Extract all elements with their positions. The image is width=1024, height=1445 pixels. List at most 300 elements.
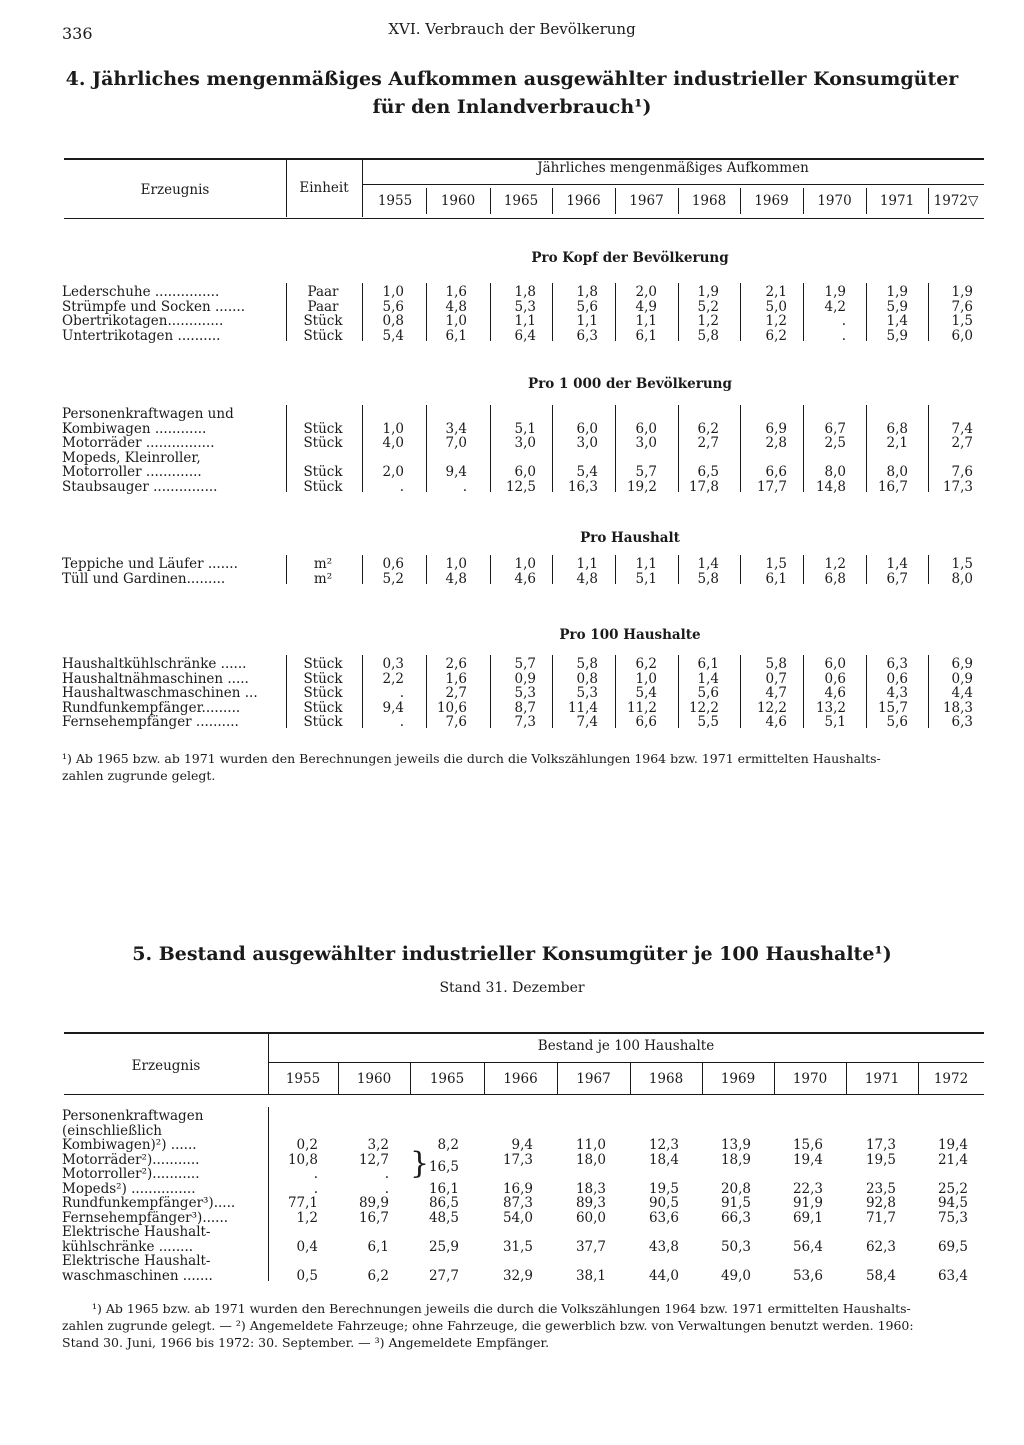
table-cell: 6,6	[635, 714, 657, 730]
row-unit: Paar	[307, 284, 339, 300]
table-cell: 16,3	[567, 478, 598, 495]
table-cell: 6,8	[886, 420, 908, 437]
table-cell: 4,7	[765, 685, 787, 701]
row-divider	[678, 283, 679, 341]
column-header-year: 1966	[503, 1071, 538, 1087]
column-header-year: 1968	[648, 1071, 684, 1087]
table-cell: 2,7	[445, 685, 467, 701]
table-cell: 18,4	[648, 1151, 679, 1168]
row-unit: Stück	[303, 327, 343, 344]
table-cell: 17,8	[688, 478, 719, 495]
table-cell: 7,3	[514, 714, 536, 730]
row-divider	[928, 283, 929, 341]
table-cell: 6,7	[886, 570, 908, 587]
table-cell: 8,2	[437, 1137, 459, 1153]
table-cell: 7,4	[576, 714, 598, 730]
row-divider	[866, 655, 867, 728]
row-divider	[426, 555, 427, 584]
column-header-year: 1955	[377, 193, 413, 209]
table-cell: 6,2	[765, 327, 787, 344]
table5-footnote-line2: zahlen zugrunde gelegt. — ²) Angemeldete Fahrzeuge; ohne Fahrzeuge, die gewerblich bzw. von Verwaltungen benutzt werden. 1960:	[62, 1318, 914, 1333]
column-header-year: 1965	[503, 193, 539, 209]
table-cell: .	[399, 478, 404, 495]
table-cell: 6,9	[951, 656, 973, 672]
table-cell: 44,0	[648, 1267, 679, 1284]
table-cell: 6,5	[697, 464, 719, 480]
table-cell: 94,5	[937, 1195, 968, 1211]
column-header-group: Jährliches mengenmäßiges Aufkommen	[537, 160, 809, 176]
table-cell: 38,1	[575, 1267, 606, 1284]
row-label: Tüll und Gardinen.........	[62, 570, 226, 587]
table-cell: 5,3	[576, 685, 598, 701]
table-cell: 1,4	[697, 556, 719, 572]
section-heading: Pro Kopf der Bevölkerung	[531, 250, 729, 266]
row-divider	[803, 283, 804, 341]
table-cell: 71,7	[865, 1209, 896, 1226]
table-cell: 0,5	[296, 1267, 318, 1284]
table-cell: 2,0	[382, 464, 404, 480]
row-divider	[678, 555, 679, 584]
table-cell: .	[384, 1166, 389, 1182]
table-cell: 62,3	[865, 1238, 896, 1255]
table-cell: 21,4	[937, 1151, 968, 1168]
table-cell: 77,1	[287, 1195, 318, 1211]
table-cell: 0,6	[886, 670, 908, 687]
table-cell: 6,8	[824, 570, 846, 587]
table4-header-bottom-rule	[64, 218, 984, 219]
table-cell: 11,2	[626, 699, 657, 716]
table-cell: 2,5	[824, 435, 846, 451]
table-cell: 5,2	[382, 570, 404, 587]
table-cell: .	[841, 313, 846, 329]
table-cell: 20,8	[720, 1180, 751, 1197]
table-cell: 1,0	[445, 313, 467, 329]
row-unit: m²	[313, 570, 333, 587]
row-divider	[552, 405, 553, 492]
table-cell: 1,5	[951, 313, 973, 329]
table-cell: 91,9	[792, 1195, 823, 1211]
table-cell: .	[462, 478, 467, 495]
table-cell: 8,0	[951, 570, 973, 587]
table-cell: 4,6	[514, 570, 536, 587]
row-divider	[678, 655, 679, 728]
table-cell: 5,8	[697, 327, 719, 344]
table-cell: 16,7	[877, 478, 908, 495]
table-cell: 0,2	[296, 1137, 318, 1153]
row-unit: Paar	[307, 298, 339, 315]
table-cell: 60,0	[575, 1209, 606, 1226]
table-cell: 63,4	[937, 1267, 968, 1284]
table-cell: 25,9	[428, 1238, 459, 1255]
row-label: Kombiwagen ............	[62, 420, 207, 437]
table-cell: 6,0	[576, 420, 598, 437]
column-header-product: Erzeugnis	[140, 182, 210, 198]
table-cell: 5,2	[697, 298, 719, 315]
table-cell: 6,2	[367, 1267, 389, 1284]
table-cell: 66,3	[720, 1209, 751, 1226]
row-label: Motorräder²)...........	[62, 1151, 200, 1168]
row-divider	[615, 655, 616, 728]
row-unit: Stück	[303, 313, 343, 329]
table-cell: 86,5	[428, 1195, 459, 1211]
section-heading: Pro 100 Haushalte	[559, 627, 701, 643]
table-cell: 15,7	[877, 699, 908, 716]
row-unit: Stück	[303, 478, 343, 495]
table5-footnote-line3: Stand 30. Juni, 1966 bis 1972: 30. September. — ³) Angemeldete Empfänger.	[62, 1335, 550, 1350]
table-cell: 12,3	[648, 1137, 679, 1153]
table-cell: 7,6	[951, 298, 973, 315]
table-cell: 6,3	[886, 656, 908, 672]
table-cell: 4,2	[824, 298, 846, 315]
table-cell: 1,9	[951, 284, 973, 300]
table-cell: 43,8	[648, 1238, 679, 1255]
table-cell: 63,6	[648, 1209, 679, 1226]
table-cell: 16,7	[358, 1209, 389, 1226]
table-cell: 19,4	[937, 1137, 968, 1153]
table-cell: 31,5	[502, 1238, 533, 1255]
column-header-product: Erzeugnis	[131, 1058, 201, 1074]
row-divider	[286, 405, 287, 492]
table-cell: 6,3	[576, 327, 598, 344]
table-cell: 5,9	[886, 327, 908, 344]
row-label: Rundfunkempfänger³).....	[62, 1195, 236, 1211]
column-header-year: 1970	[817, 193, 852, 209]
row-label: Rundfunkempfänger.........	[62, 699, 241, 716]
table-cell: 0,7	[765, 670, 787, 687]
row-label: Lederschuhe ...............	[62, 284, 220, 300]
table-cell: 10,6	[436, 699, 467, 716]
table4-group-rule	[362, 184, 984, 185]
table-cell: 2,8	[765, 435, 787, 451]
table-cell: 5,6	[697, 685, 719, 701]
table-cell: 5,8	[576, 656, 598, 672]
table-cell: 18,3	[575, 1180, 606, 1197]
row-divider	[803, 405, 804, 492]
table-cell: 48,5	[428, 1209, 459, 1226]
table-cell: 5,6	[886, 714, 908, 730]
column-header-year: 1966	[566, 193, 601, 209]
row-divider	[552, 655, 553, 728]
row-label: Obertrikotagen.............	[62, 313, 224, 329]
table-cell: 19,5	[648, 1180, 679, 1197]
row-unit: Stück	[303, 670, 343, 687]
table-cell: 6,1	[367, 1238, 389, 1255]
table5-title: 5. Bestand ausgewählter industrieller Konsumgüter je 100 Haushalte¹)	[132, 943, 892, 965]
table-cell: 6,6	[765, 464, 787, 480]
table-cell: 13,9	[720, 1137, 751, 1153]
row-unit: m²	[313, 556, 333, 572]
table-cell: 2,7	[951, 435, 973, 451]
table-cell: 17,3	[865, 1137, 896, 1153]
table-cell: 19,2	[626, 478, 657, 495]
row-label: Fernsehempfänger ..........	[62, 714, 239, 730]
table-cell: 1,1	[635, 313, 657, 329]
row-divider	[426, 655, 427, 728]
table4-footnote	[62, 750, 992, 784]
table-cell: 6,3	[951, 714, 973, 730]
row-divider	[552, 555, 553, 584]
table-cell: 9,4	[511, 1137, 533, 1153]
column-header-year: 1972▽	[933, 193, 979, 209]
row-divider	[426, 405, 427, 492]
table-cell: 89,9	[358, 1195, 389, 1211]
row-divider	[866, 555, 867, 584]
table-cell: 23,5	[865, 1180, 896, 1197]
table-cell: 1,2	[697, 313, 719, 329]
table-cell: 1,4	[886, 313, 908, 329]
table-cell: 17,3	[942, 478, 973, 495]
row-divider	[740, 655, 741, 728]
table-cell: 89,3	[575, 1195, 606, 1211]
row-label: Mopeds, Kleinroller,	[62, 449, 201, 466]
table-cell: 49,0	[720, 1267, 751, 1284]
table-cell: 7,6	[445, 714, 467, 730]
table-cell: 1,0	[382, 420, 404, 437]
table-cell: 5,1	[514, 420, 536, 437]
column-header-year: 1967	[629, 193, 664, 209]
row-label: Fernsehempfänger³)......	[62, 1209, 229, 1226]
table-cell: 4,8	[445, 570, 467, 587]
column-header-year: 1960	[440, 193, 476, 209]
row-divider	[490, 555, 491, 584]
table-cell: 3,0	[635, 435, 657, 451]
table-cell: 3,4	[445, 420, 467, 437]
row-label: Staubsauger ...............	[62, 478, 218, 495]
table-cell: 16,9	[502, 1180, 533, 1197]
table-cell: 2,0	[635, 284, 657, 300]
table-cell: 1,2	[824, 556, 846, 572]
table-cell: 0,8	[382, 313, 404, 329]
row-divider	[362, 405, 363, 492]
table-cell: 5,7	[514, 656, 536, 672]
row-divider	[552, 283, 553, 341]
row-divider	[803, 655, 804, 728]
row-divider	[286, 655, 287, 728]
row-unit: Stück	[303, 714, 343, 730]
table-cell: 1,1	[576, 556, 598, 572]
table-cell: 0,4	[296, 1238, 318, 1255]
table-cell: 54,0	[502, 1209, 533, 1226]
table-cell: 18,3	[942, 699, 973, 716]
row-label: Haushaltnähmaschinen .....	[62, 670, 249, 687]
table-cell: 5,4	[382, 327, 404, 344]
table-cell: 1,6	[445, 284, 467, 300]
table-cell: 6,2	[697, 420, 719, 437]
table-cell: 0,3	[382, 656, 404, 672]
table-cell: 16,1	[428, 1180, 459, 1197]
table-cell: 69,1	[792, 1209, 823, 1226]
row-label: Motorroller²)...........	[62, 1166, 200, 1182]
table-cell: 25,2	[937, 1180, 968, 1197]
table5-subtitle: Stand 31. Dezember	[439, 980, 585, 996]
row-label: waschmaschinen .......	[62, 1267, 213, 1284]
table-cell: 5,0	[765, 298, 787, 315]
table-cell: 5,3	[514, 685, 536, 701]
row-divider	[268, 1107, 269, 1281]
table-cell: 32,9	[502, 1267, 533, 1284]
table-cell: 1,5	[765, 556, 787, 572]
table-cell: 1,0	[445, 556, 467, 572]
brace-symbol: }	[410, 1145, 430, 1181]
table-cell: 4,8	[576, 570, 598, 587]
table-cell: 6,0	[951, 327, 973, 344]
table-cell: 5,5	[697, 714, 719, 730]
row-label: Elektrische Haushalt-	[62, 1253, 211, 1269]
table-cell: 3,0	[514, 435, 536, 451]
row-divider	[678, 405, 679, 492]
table-cell: 6,1	[445, 327, 467, 344]
row-divider	[740, 283, 741, 341]
table-cell: 58,4	[865, 1267, 896, 1284]
table-cell: 0,6	[824, 670, 846, 687]
table-cell: 0,8	[576, 670, 598, 687]
table-cell: 1,6	[445, 670, 467, 687]
row-label: kühlschränke ........	[62, 1238, 194, 1255]
table4-footnote-line1: ¹) Ab 1965 bzw. ab 1971 wurden den Berechnungen jeweils die durch die Volkszählungen 1964 bzw. 1971 ermittelten Haushalts-	[62, 751, 881, 766]
table-cell: 22,3	[792, 1180, 823, 1197]
column-header-year: 1972	[933, 1071, 969, 1087]
table-cell: 13,2	[815, 699, 846, 716]
table-cell: 7,6	[951, 464, 973, 480]
table-cell: 4,9	[635, 298, 657, 315]
row-unit: Stück	[303, 699, 343, 716]
table5-group-rule	[268, 1062, 984, 1063]
table-cell: 6,0	[514, 464, 536, 480]
table-cell: .	[313, 1166, 318, 1182]
row-unit: Stück	[303, 435, 343, 451]
section-heading: Pro 1 000 der Bevölkerung	[528, 376, 732, 392]
table-cell: 9,4	[382, 699, 404, 716]
table-cell: 4,8	[445, 298, 467, 315]
column-header-year: 1969	[720, 1071, 756, 1087]
table-cell: 12,5	[505, 478, 536, 495]
table-cell: 27,7	[428, 1267, 459, 1284]
column-header-year: 1971	[864, 1071, 900, 1087]
row-label: (einschließlich	[62, 1122, 162, 1139]
table-cell: 1,2	[296, 1209, 318, 1226]
table-cell: 11,0	[575, 1137, 606, 1153]
table-cell: 5,4	[635, 685, 657, 701]
table-cell: 56,4	[792, 1238, 823, 1255]
row-divider	[928, 555, 929, 584]
table-cell: 1,1	[635, 556, 657, 572]
table-cell: 5,6	[576, 298, 598, 315]
row-divider	[362, 283, 363, 341]
table-cell: 91,5	[720, 1195, 751, 1211]
table-cell: 8,0	[886, 464, 908, 480]
table-cell: 6,4	[514, 327, 536, 344]
column-header-year: 1970	[792, 1071, 828, 1087]
column-header-group: Bestand je 100 Haushalte	[537, 1038, 715, 1054]
table-cell: 19,4	[792, 1151, 823, 1168]
table-cell: 12,7	[358, 1151, 389, 1168]
table-cell: 5,6	[382, 298, 404, 315]
row-divider	[490, 655, 491, 728]
row-unit: Stück	[303, 656, 343, 672]
column-header-year: 1971	[879, 193, 915, 209]
row-unit: Stück	[303, 464, 343, 480]
column-header-year: 1969	[754, 193, 789, 209]
table-cell: 0,9	[514, 670, 536, 687]
table-cell: 5,7	[635, 464, 657, 480]
table4-title-line2: für den Inlandverbrauch¹)	[372, 96, 652, 118]
row-unit: Stück	[303, 685, 343, 701]
row-divider	[866, 283, 867, 341]
table-cell: 15,6	[792, 1137, 823, 1153]
table-cell: 87,3	[502, 1195, 533, 1211]
table-cell: 90,5	[648, 1195, 679, 1211]
table-cell: 1,0	[635, 670, 657, 687]
table-cell: 17,7	[756, 478, 787, 495]
table-cell: 4,0	[382, 435, 404, 451]
row-label: Strümpfe und Socken .......	[62, 298, 245, 315]
table-cell: 6,0	[635, 420, 657, 437]
table-cell: 1,0	[514, 556, 536, 572]
table-cell: 5,8	[697, 570, 719, 587]
row-divider	[490, 283, 491, 341]
row-divider	[803, 555, 804, 584]
row-divider	[615, 405, 616, 492]
column-header-unit: Einheit	[299, 180, 349, 196]
column-header-year: 1965	[429, 1071, 465, 1087]
page-number: 336	[62, 24, 93, 43]
table-cell: 92,8	[865, 1195, 896, 1211]
table-cell: 0,9	[951, 670, 973, 687]
table-cell: .	[399, 685, 404, 701]
table-cell: 19,5	[865, 1151, 896, 1168]
row-divider	[426, 283, 427, 341]
row-label: Teppiche und Läufer .......	[62, 556, 238, 572]
table-cell: 75,3	[937, 1209, 968, 1226]
table-cell: 8,7	[514, 699, 536, 716]
table-cell: 1,4	[886, 556, 908, 572]
row-divider	[362, 655, 363, 728]
table-cell: 6,1	[635, 327, 657, 344]
table-cell: 5,8	[765, 656, 787, 672]
row-divider	[866, 405, 867, 492]
table-cell: 1,8	[514, 284, 536, 300]
table-cell: 7,4	[951, 420, 973, 437]
running-head: XVI. Verbrauch der Bevölkerung	[388, 20, 636, 38]
row-label: Mopeds²) ...............	[62, 1180, 196, 1197]
table-cell: 1,8	[576, 284, 598, 300]
table-cell: 14,8	[815, 478, 846, 495]
table-cell: 1,9	[886, 284, 908, 300]
table-cell: 5,9	[886, 298, 908, 315]
table-cell: 2,1	[765, 284, 787, 300]
table-cell: 4,3	[886, 685, 908, 701]
table-cell: 6,0	[824, 656, 846, 672]
table-cell: 1,2	[765, 313, 787, 329]
table-cell: 1,4	[697, 670, 719, 687]
table-cell: 10,8	[287, 1151, 318, 1168]
column-header-year: 1967	[576, 1071, 611, 1087]
row-label: Personenkraftwagen	[62, 1108, 204, 1124]
row-unit: Stück	[303, 420, 343, 437]
row-label: Kombiwagen)²) ......	[62, 1137, 197, 1153]
table-cell: 1,5	[951, 556, 973, 572]
section-heading: Pro Haushalt	[580, 530, 680, 546]
table-cell: 50,3	[720, 1238, 751, 1255]
table-cell: .	[313, 1180, 318, 1197]
table-cell: 7,0	[445, 435, 467, 451]
table-cell: 4,4	[951, 685, 973, 701]
table-cell: 18,0	[575, 1151, 606, 1168]
column-header-year: 1955	[285, 1071, 321, 1087]
table-cell: 5,1	[824, 714, 846, 730]
table-cell: 6,9	[765, 420, 787, 437]
column-header-year: 1960	[356, 1071, 392, 1087]
